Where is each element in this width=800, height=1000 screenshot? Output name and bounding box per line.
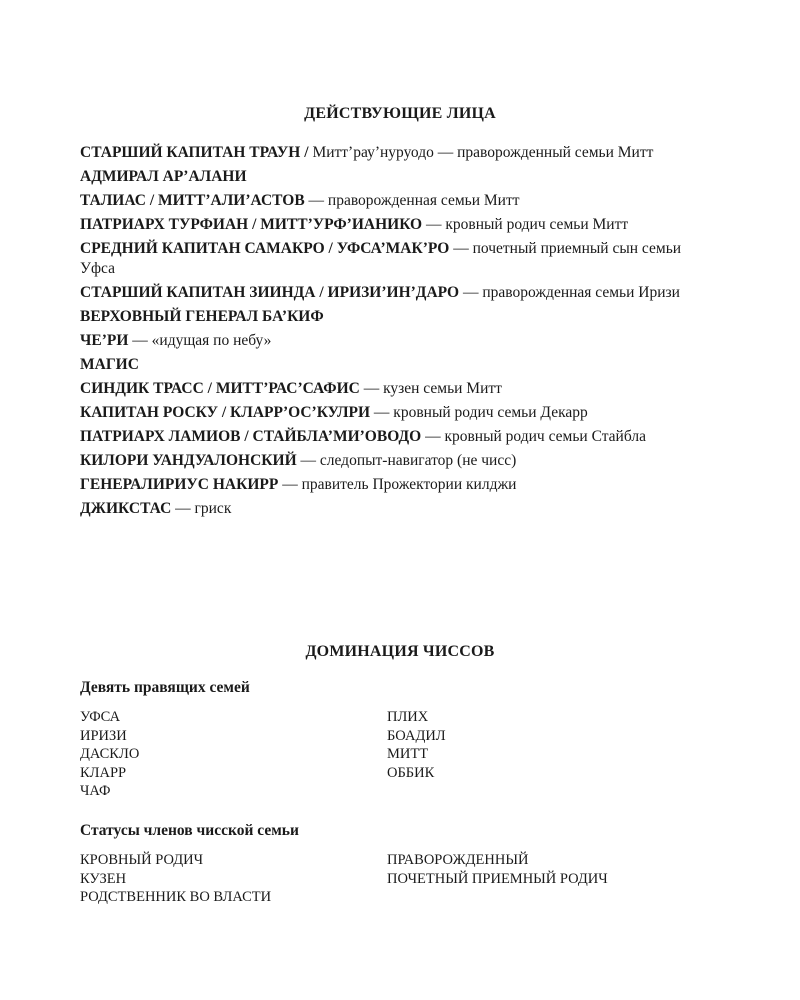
character-name: СРЕДНИЙ КАПИТАН САМАКРО / УФСА’МАК’РО <box>80 240 450 257</box>
character-description: — «идущая по небу» <box>128 332 272 349</box>
character-name: ЧЕ’РИ <box>80 332 129 349</box>
character-description: — праворожденная семьи Митт <box>304 192 520 209</box>
cast-entry <box>80 143 690 163</box>
character-description: Митт’рау’нуруодо — праворожденный семьи Митт <box>312 144 654 161</box>
family-name: БОАДИЛ <box>387 727 446 744</box>
family-name: КЛАРР <box>80 764 127 781</box>
cast-entry <box>80 167 690 187</box>
cast-entry <box>80 215 690 235</box>
status-name: КУЗЕН <box>80 870 127 887</box>
character-description: — правитель Прожектории килджи <box>278 476 517 493</box>
character-name: ДЖИКСТАС <box>80 500 172 517</box>
family-name: ПЛИХ <box>387 709 429 725</box>
character-name: СТАРШИЙ КАПИТАН ЗИИНДА / ИРИЗИ’ИН’ДАРО <box>80 284 460 301</box>
cast-entry <box>80 331 690 351</box>
status-name: ПОЧЕТНЫЙ ПРИЕМНЫЙ РОДИЧ <box>387 870 608 887</box>
cast-entry <box>80 191 690 211</box>
cast-entry <box>80 475 690 495</box>
character-name: МАГИС <box>80 356 139 373</box>
cast-entry <box>80 427 690 447</box>
cast-entry <box>80 403 690 423</box>
character-name: ПАТРИАРХ ТУРФИАН / МИТТ’УРФ’ИАНИКО <box>80 216 423 233</box>
family-name: ИРИЗИ <box>80 727 127 744</box>
character-name: СТАРШИЙ КАПИТАН ТРАУН / <box>80 144 313 161</box>
families-left-column <box>80 708 139 801</box>
character-name: ГЕНЕРАЛИРИУС НАКИРР <box>80 476 279 493</box>
character-description: — праворожденная семьи Иризи <box>459 284 680 301</box>
cast-entry <box>80 355 690 375</box>
cast-entry <box>80 283 690 303</box>
cast-list <box>80 143 690 523</box>
character-name: КИЛОРИ УАНДУАЛОНСКИЙ <box>80 452 297 469</box>
character-description: — кузен семьи Митт <box>359 380 502 397</box>
character-name: ПАТРИАРХ ЛАМИОВ / СТАЙБЛА’МИ’ОВОДО <box>80 428 422 445</box>
status-name: ПРАВОРОЖДЕННЫЙ <box>387 852 529 868</box>
statuses-heading: Статусы членов чисской семьи <box>80 822 299 839</box>
character-name: АДМИРАЛ АР’АЛАНИ <box>80 168 247 185</box>
character-description: — гриск <box>171 500 232 517</box>
cast-entry <box>80 239 690 279</box>
character-description: — кровный родич семьи Стайбла <box>421 428 646 445</box>
family-name: ОББИК <box>387 764 435 781</box>
character-description: — следопыт-навигатор (не чисс) <box>296 452 517 469</box>
family-name: ЧАФ <box>80 783 111 799</box>
statuses-right-column <box>387 851 608 888</box>
cast-entry <box>80 379 690 399</box>
family-name: МИТТ <box>387 746 429 762</box>
character-name: ВЕРХОВНЫЙ ГЕНЕРАЛ БА’КИФ <box>80 308 324 325</box>
family-name: УФСА <box>80 709 121 725</box>
character-name: СИНДИК ТРАСС / МИТТ’РАС’САФИС <box>80 380 360 397</box>
character-name: ТАЛИАС / МИТТ’АЛИ’АСТОВ <box>80 192 305 209</box>
domination-title: ДОМИНАЦИЯ ЧИССОВ <box>305 643 495 660</box>
families-heading: Девять правящих семей <box>80 679 250 696</box>
character-name: КАПИТАН РОСКУ / КЛАРР’ОС’КУЛРИ <box>80 404 371 421</box>
character-description: — кровный родич семьи Декарр <box>370 404 588 421</box>
character-description: — почетный приемный сын семьи Уфса <box>80 240 682 277</box>
status-name: КРОВНЫЙ РОДИЧ <box>80 852 204 868</box>
statuses-left-column <box>80 851 271 907</box>
family-name: ДАСКЛО <box>80 746 140 762</box>
status-name: РОДСТВЕННИК ВО ВЛАСТИ <box>80 889 272 905</box>
character-description: — кровный родич семьи Митт <box>422 216 629 233</box>
cast-title: ДЕЙСТВУЮЩИЕ ЛИЦА <box>304 105 496 122</box>
cast-entry <box>80 451 690 471</box>
cast-entry <box>80 307 690 327</box>
families-right-column <box>387 708 446 782</box>
cast-entry <box>80 499 690 519</box>
